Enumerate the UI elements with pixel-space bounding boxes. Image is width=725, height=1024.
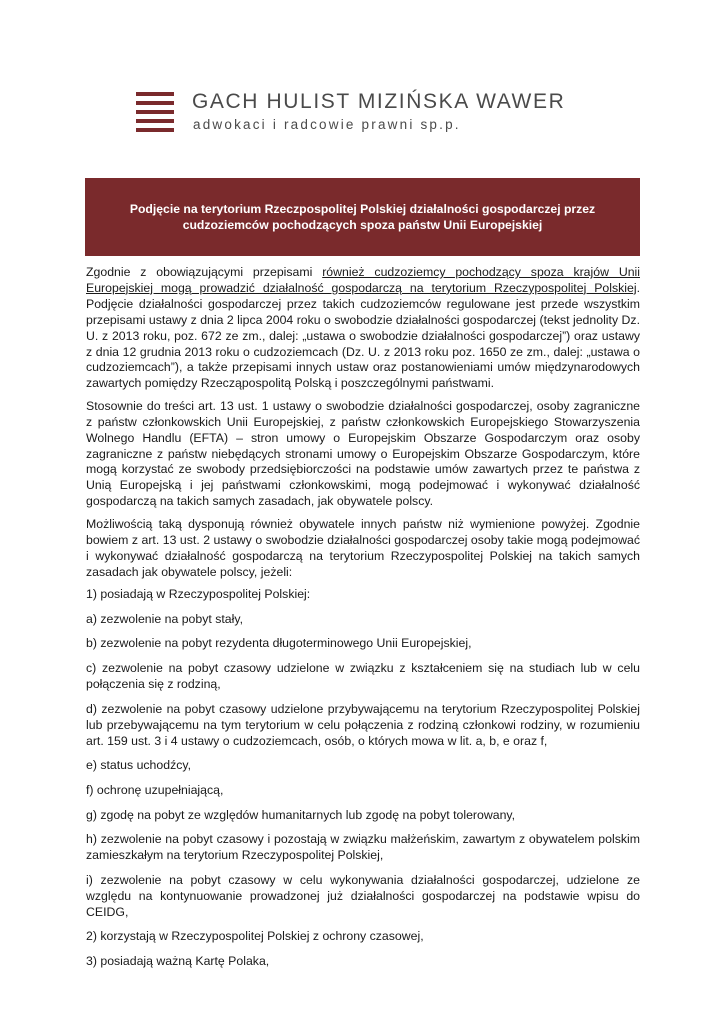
list-item: f) ochronę uzupełniającą, [86, 782, 224, 797]
list-item: g) zgodę na pobyt ze względów humanitarnych lub zgodę na pobyt tolerowany, [86, 807, 516, 822]
list-item: e) status uchodźcy, [86, 758, 192, 773]
list-item: 3) posiadają ważną Kartę Polaka, [86, 954, 270, 969]
list-item: a) zezwolenie na pobyt stały, [86, 611, 243, 626]
intro-lead: Zgodnie z obowiązującymi przepisami [86, 265, 323, 279]
paragraph-art13-1: Stosownie do treści art. 13 ust. 1 ustawy o swobodzie działalności gospodarczej, osoby zagraniczne z państw członkowskich Unii Europejskiej, z państw członkowskich Europejskiego Stowarzyszenia Wolnego Handlu (EFTA) – stron umowy o Europejskim Obszarze Gospodarczym oraz osoby zagraniczne z państw niebędących stronami umowy o Europejskim Obszarze Gospodarczym, które mogą korzystać ze swobody przedsiębiorczości na podstawie umów zawartych przez te państwa z Unią Europejską i jej państwami członkowskimi, mogą podejmować i wykonywać działalność gospodarczą na takich samych zasadach, jak obywatele polscy. [86, 398, 640, 509]
paragraph-art13-2: Możliwością taką dysponują również obywatele innych państw niż wymienione powyżej. Zgodnie bowiem z art. 13 ust. 2 ustawy o swobodzie działalności gospodarczej osoby takie mogą podejmować i wykonywać działalność gospodarczą na terytorium Rzeczypospolitej Polskiej na takich samych zasadach jak obywatele polscy, jeżeli: [86, 516, 640, 579]
list-item: 1) posiadają w Rzeczypospolitej Polskiej: [86, 587, 311, 601]
list-item: 2) korzystają w Rzeczypospolitej Polskiej z ochrony czasowej, [86, 929, 424, 944]
list-item: b) zezwolenie na pobyt rezydenta długoterminowego Unii Europejskiej, [86, 636, 472, 651]
firm-logo [136, 90, 606, 140]
list-item: c) zezwolenie na pobyt czasowy udzielone w związku z kształceniem się na studiach lub w celu połączenia się z rodziną, [86, 661, 640, 692]
firm-subtitle: adwokaci i radcowie prawni sp.p. [193, 117, 461, 132]
title-banner [85, 178, 640, 256]
document-body [86, 265, 640, 979]
firm-name: GACH HULIST MIZIŃSKA WAWER [192, 90, 566, 113]
logo-bars-icon [136, 92, 174, 137]
intro-rest: . Podjęcie działalności gospodarczej przez takich cudzoziemców regulowane jest przede wszystkim przepisami ustawy z dnia 2 lipca 2004 roku o swobodzie działalności gospodarczej (tekst jednolity Dz. U. z 2013 roku, poz. 672 ze zm., dalej: „ustawa o swobodzie działalności gospodarczej”) oraz ustawy z dnia 12 grudnia 2013 roku o cudzoziemcach (Dz. U. z 2013 roku poz. 1650 ze zm., dalej: „ustawa o cudzoziemcach”), a także przepisami innych ustaw oraz postanowieniami umów międzynarodowych zawartych pomiędzy Rzecząpospolitą Polską i poszczególnymi państwami. [86, 280, 640, 391]
list-item: i) zezwolenie na pobyt czasowy w celu wykonywania działalności gospodarczej, udzielone ze względu na kontynuowanie prowadzonej już działalności gospodarczej na podstawie wpisu do CEIDG, [86, 872, 640, 919]
paragraph-intro [86, 265, 640, 392]
document-title: Podjęcie na terytorium Rzeczpospolitej Polskiej działalności gospodarczej przez cudzoziemców pochodzących spoza państw Unii Europejskiej [129, 202, 596, 232]
list-item: h) zezwolenie na pobyt czasowy i pozostają w związku małżeńskim, zawartym z obywatelem polskim zamieszkałym na terytorium Rzeczypospolitej Polskiej, [86, 832, 640, 863]
list-item: d) zezwolenie na pobyt czasowy udzielone przybywającemu na terytorium Rzeczypospolitej Polskiej lub przebywającemu na tym terytorium w celu połączenia z rodziną członkowi rodziny, w rozumieniu art. 159 ust. 3 i 4 ustawy o cudzoziemcach, osób, o których mowa w lit. a, b, e oraz f, [86, 701, 640, 748]
intro-underlined: również cudzoziemcy pochodzący spoza krajów Unii Europejskiej mogą prowadzić działalność gospodarczą na terytorium Rzeczypospolitej Polskiej [86, 265, 640, 295]
